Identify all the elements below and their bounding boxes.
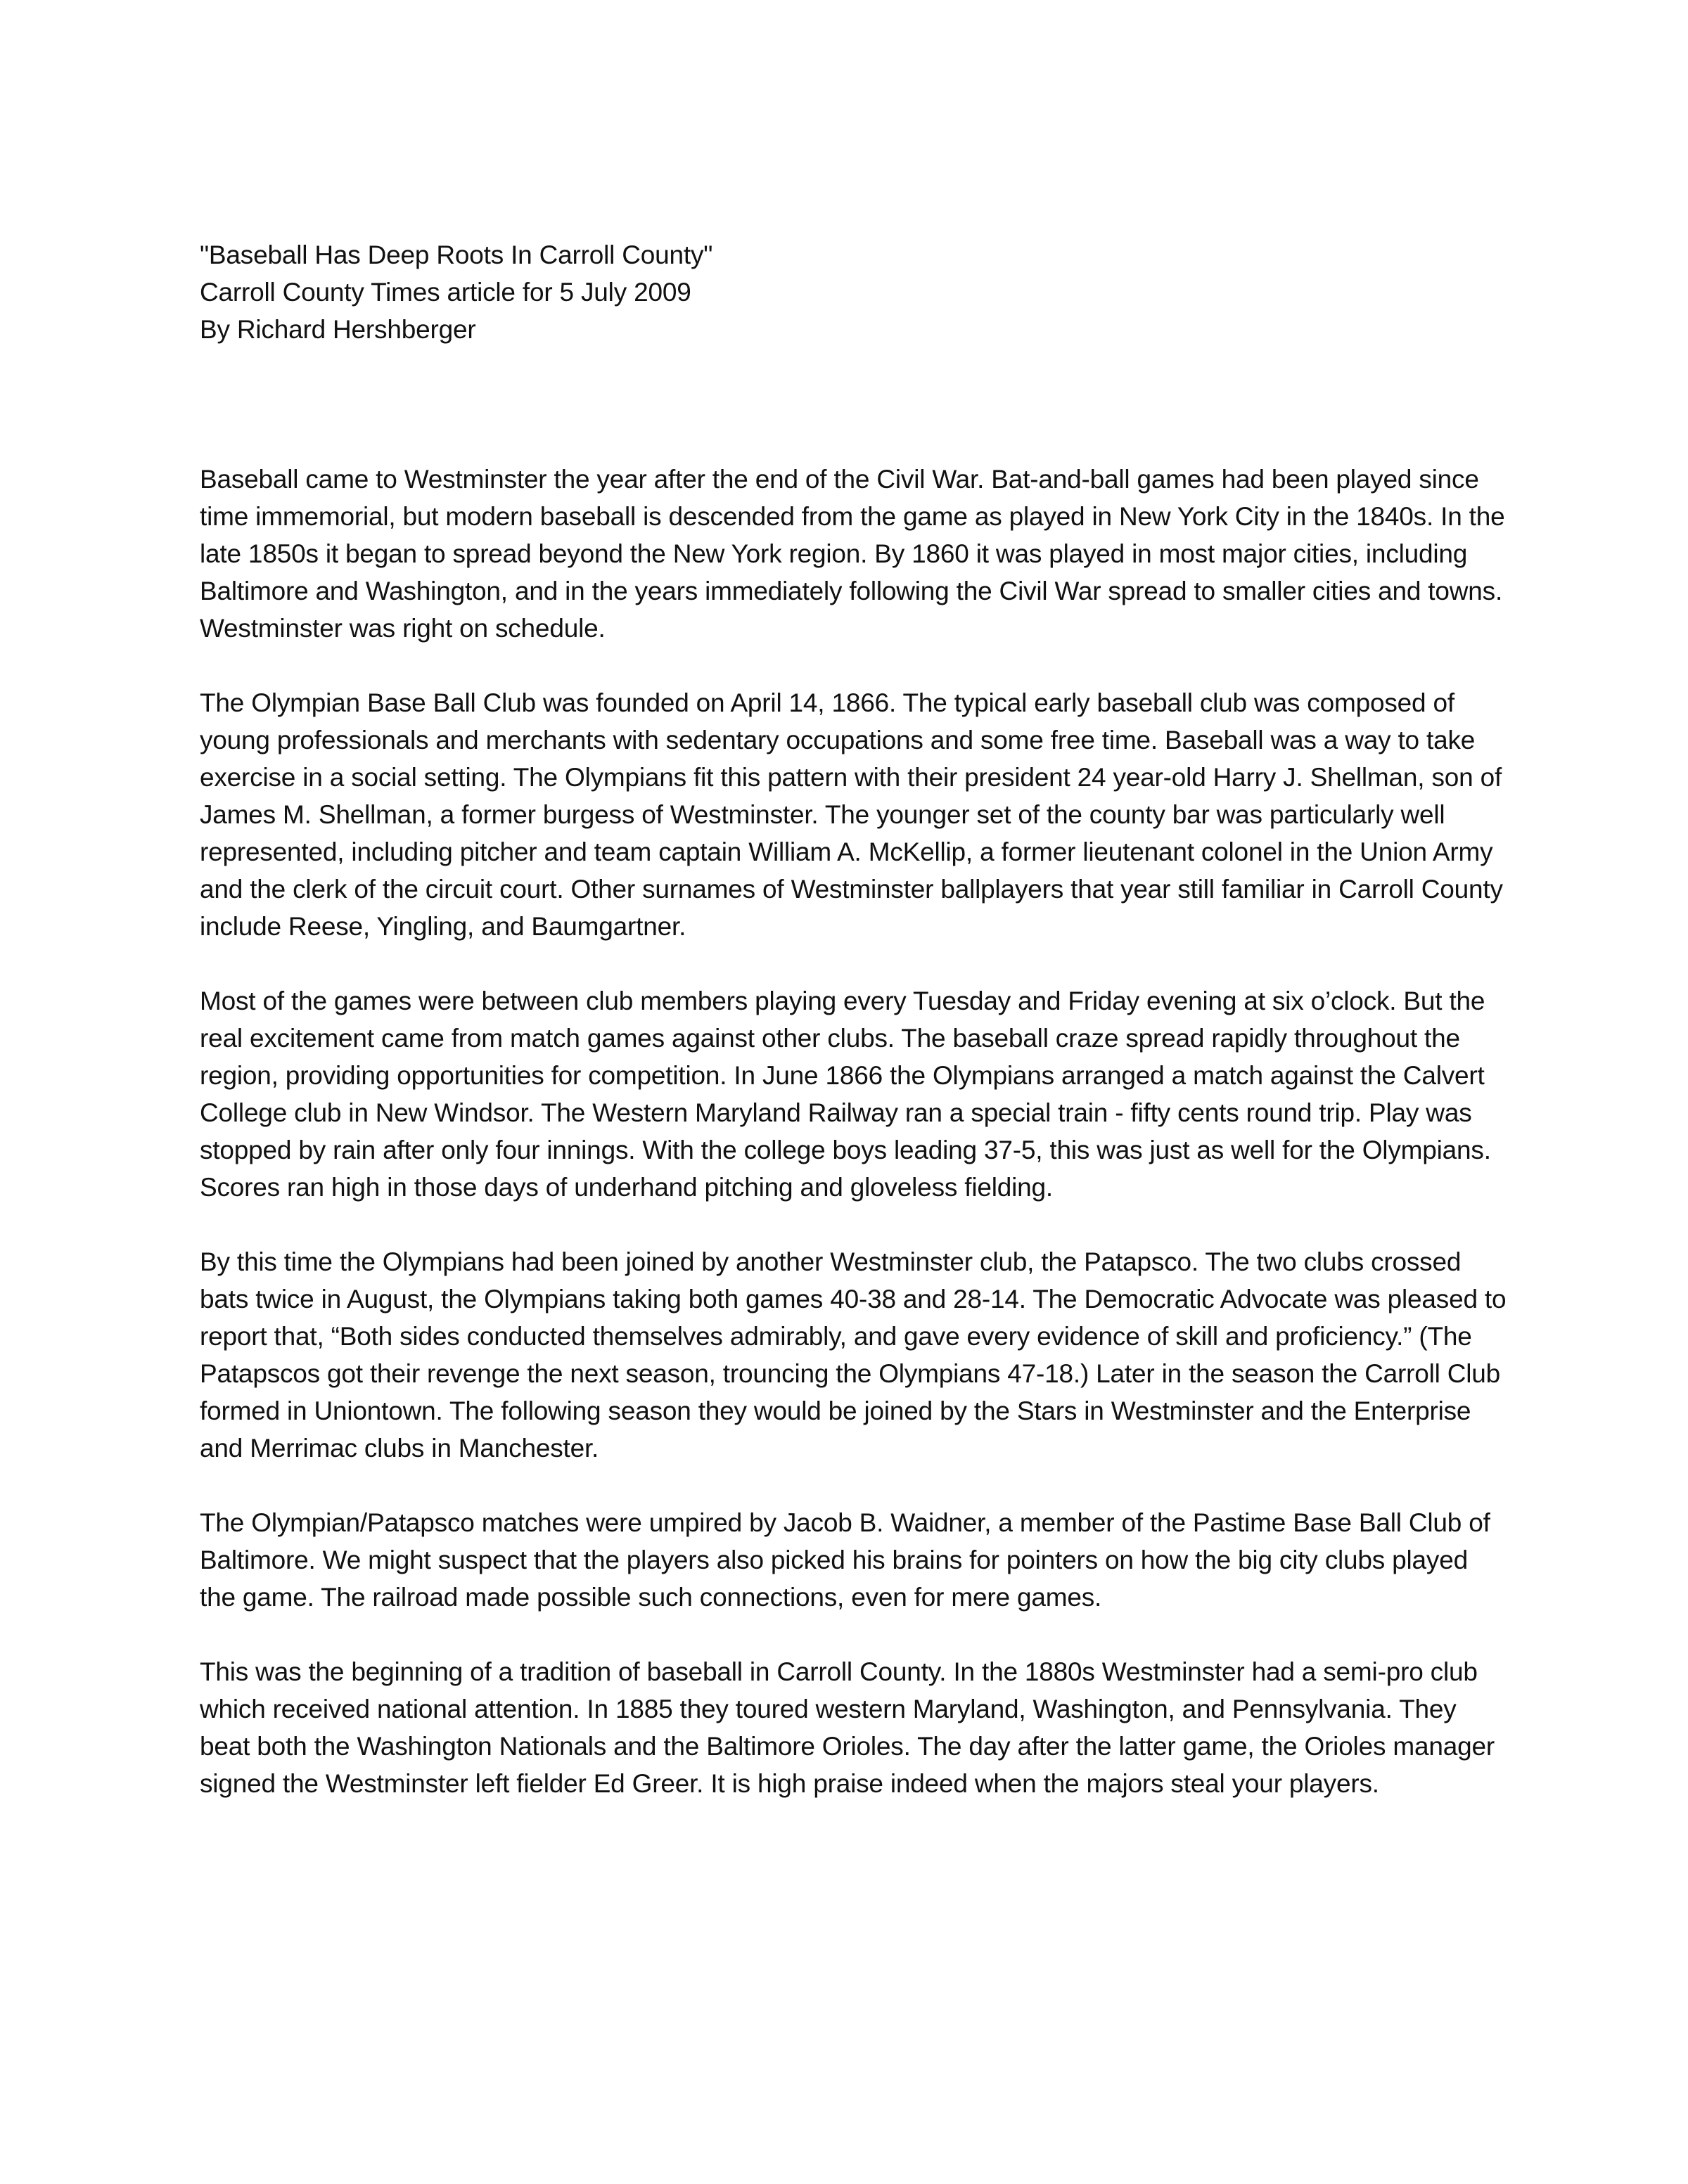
paragraph-1: Baseball came to Westminster the year after the end of the Civil War. Bat-and-ball games had been played since time immemorial, but modern baseball is descended from the game as played in New York City in the 1840s. In the late 1850s it began to spread beyond the New York region. By 1860 it was played in most major cities, including Baltimore and Washington, and in the years immediately following the Civil War spread to smaller cities and towns. Westminster was right on schedule. [200,465,1505,643]
paragraph-3: Most of the games were between club members playing every Tuesday and Friday evening at six o’clock. But the real excitement came from match games against other clubs. The baseball craze spread rapidly throughout the region, providing opportunities for competition. In June 1866 the Olympians arranged a match against the Calvert College club in New Windsor. The Western Maryland Railway ran a special train - fifty cents round trip. Play was stopped by rain after only four innings. With the college boys leading 37-5, this was just as well for the Olympians. Scores ran high in those days of underhand pitching and gloveless fielding. [200,987,1491,1202]
paragraph-6: This was the beginning of a tradition of baseball in Carroll County. In the 1880s Westminster had a semi-pro club which received national attention. In 1885 they toured western Maryland, Washington, and Pennsylvania. They beat both the Washington Nationals and the Baltimore Orioles. The day after the latter game, the Orioles manager signed the Westminster left fielder Ed Greer. It is high praise indeed when the majors steal your players. [200,1657,1495,1798]
paragraph-5: The Olympian/Patapsco matches were umpired by Jacob B. Waidner, a member of the Pastime Base Ball Club of Baltimore. We might suspect that the players also picked his brains for pointers on how the big city clubs played the game. The railroad made possible such connections, even for mere games. [200,1508,1490,1612]
article-publication: Carroll County Times article for 5 July 2009 [200,278,691,307]
article-header [200,236,1508,348]
article-title: "Baseball Has Deep Roots In Carroll County" [200,240,713,269]
paragraph-2: The Olympian Base Ball Club was founded on April 14, 1866. The typical early baseball club was composed of young professionals and merchants with sedentary occupations and some free time. Baseball was a way to take exercise in a social setting. The Olympians fit this pattern with their president 24 year-old Harry J. Shellman, son of James M. Shellman, a former burgess of Westminster. The younger set of the county bar was particularly well represented, including pitcher and team captain William A. McKellip, a former lieutenant colonel in the Union Army and the clerk of the circuit court. Other surnames of Westminster ballplayers that year still familiar in Carroll County include Reese, Yingling, and Baumgartner. [200,688,1503,941]
article-byline: By Richard Hershberger [200,315,476,344]
article-body [200,461,1508,1802]
paragraph-4: By this time the Olympians had been joined by another Westminster club, the Patapsco. The two clubs crossed bats twice in August, the Olympians taking both games 40-38 and 28-14. The Democratic Advocate was pleased to report that, “Both sides conducted themselves admirably, and gave every evidence of skill and proficiency.” (The Patapscos got their revenge the next season, trouncing the Olympians 47-18.) Later in the season the Carroll Club formed in Uniontown. The following season they would be joined by the Stars in Westminster and the Enterprise and Merrimac clubs in Manchester. [200,1247,1507,1463]
article-content [200,236,1508,1839]
